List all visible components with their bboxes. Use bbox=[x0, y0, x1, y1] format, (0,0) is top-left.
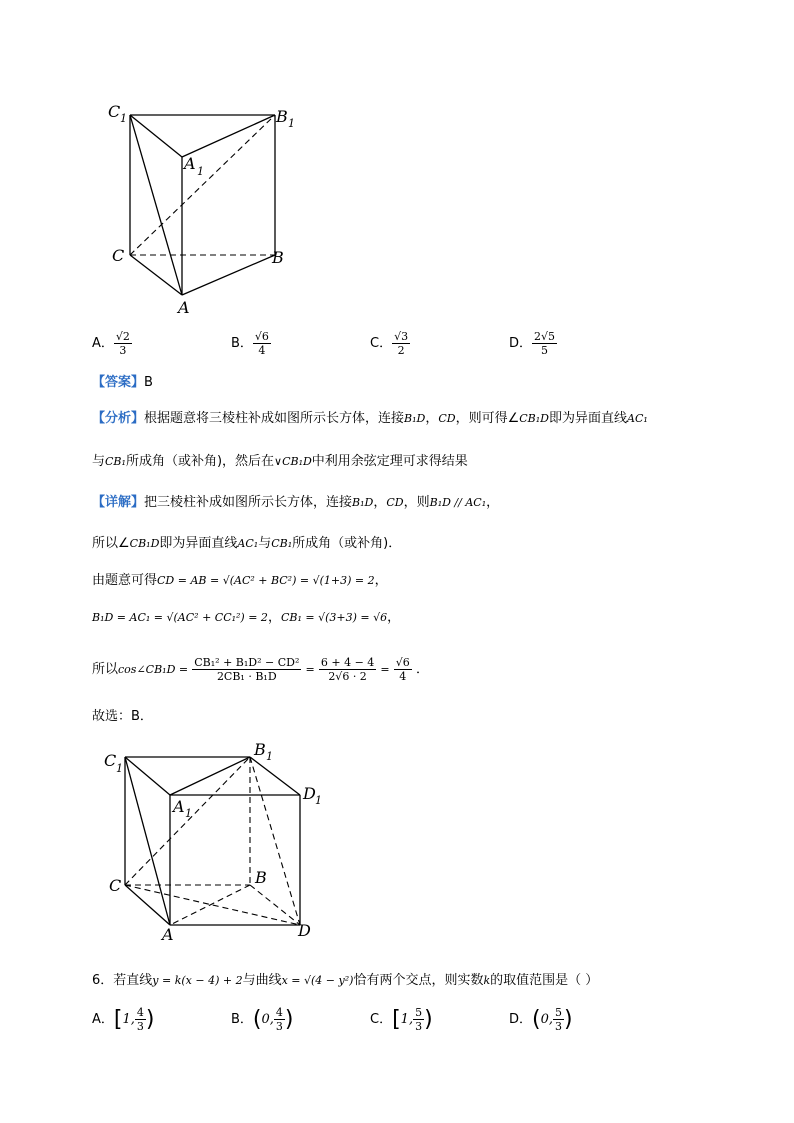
detail-line-2: 所以∠CB₁D即为异面直线AC₁与CB₁所成角（或补角)． bbox=[92, 536, 402, 551]
label-d1: D bbox=[303, 784, 316, 803]
answer-line: 【答案】B bbox=[92, 375, 153, 390]
svg-text:1: 1 bbox=[120, 112, 127, 125]
analysis-line-1: 【分析】根据题意将三棱柱补成如图所示长方体，连接B₁D，CD，则可得∠CB₁D即为异面直线AC₁ bbox=[92, 411, 648, 426]
q6-stem: 6．若直线y = k(x − 4) + 2与曲线x = √(4 − y²)恰有两个交点，则实数k的取值范围是（ ） bbox=[92, 973, 599, 988]
option-a[interactable]: A． $\frac{√2}{3}$ bbox=[92, 330, 130, 357]
prism-figure bbox=[100, 95, 310, 320]
q6-option-b[interactable]: B．(0, $\frac{4}{3}$ ) bbox=[231, 1006, 294, 1033]
label-c1: C bbox=[104, 751, 117, 770]
label-c: C bbox=[109, 876, 122, 895]
svg-text:1: 1 bbox=[185, 807, 192, 820]
label-b1: B bbox=[276, 107, 288, 126]
label-b: B bbox=[255, 868, 267, 887]
label-a: A bbox=[178, 298, 190, 317]
label-a1: A bbox=[184, 154, 196, 173]
label-b: B bbox=[272, 248, 284, 267]
q6-option-c[interactable]: C．[1, $\frac{5}{3}$ ) bbox=[370, 1006, 433, 1033]
label-b1: B bbox=[254, 740, 266, 759]
detail-line-1: 【详解】把三棱柱补成如图所示长方体，连接B₁D，CD，则B₁D // AC₁， bbox=[92, 495, 500, 510]
option-c[interactable]: C． $\frac{√3}{2}$ bbox=[370, 330, 409, 357]
option-b[interactable]: B． $\frac{√6}{4}$ bbox=[231, 330, 269, 357]
svg-text:1: 1 bbox=[116, 762, 123, 775]
detail-line-3: 由题意可得CD = AB = √(AC² + BC²) = √(1+3) = 2， bbox=[92, 573, 388, 588]
svg-text:1: 1 bbox=[315, 794, 322, 807]
svg-text:1: 1 bbox=[288, 117, 295, 130]
label-c1: C bbox=[108, 102, 121, 121]
label-d: D bbox=[298, 921, 311, 940]
detail-conclusion: 故选：B． bbox=[92, 709, 153, 724]
analysis-line-2: 与CB₁所成角（或补角)，然后在∨CB₁D中利用余弦定理可求得结果 bbox=[92, 454, 468, 469]
label-a: A bbox=[162, 925, 174, 944]
detail-line-5: 所以cos∠CB₁D = $\frac{\text{CB₁² + B₁D² − CD²}}{\text{2CB₁ · B₁D}}$ = $\frac{6 + 4 - 4}{2√6 \cdot 2}$ = $\frac{√6}{4}$ ． bbox=[92, 656, 429, 683]
svg-text:1: 1 bbox=[266, 750, 273, 763]
option-d[interactable]: D． $\frac{2√5}{5}$ bbox=[509, 330, 556, 357]
q6-option-a[interactable]: A．[1, $\frac{4}{3}$ ) bbox=[92, 1006, 155, 1033]
detail-line-4: B₁D = AC₁ = √(AC² + CC₁²) = 2，CB₁ = √(3+3) = √6， bbox=[92, 610, 401, 625]
q6-option-d[interactable]: D．(0, $\frac{5}{3}$ ) bbox=[509, 1006, 573, 1033]
label-c: C bbox=[112, 246, 125, 265]
label-a1: A bbox=[173, 797, 185, 816]
svg-text:1: 1 bbox=[197, 165, 204, 178]
cuboid-figure bbox=[100, 735, 340, 950]
